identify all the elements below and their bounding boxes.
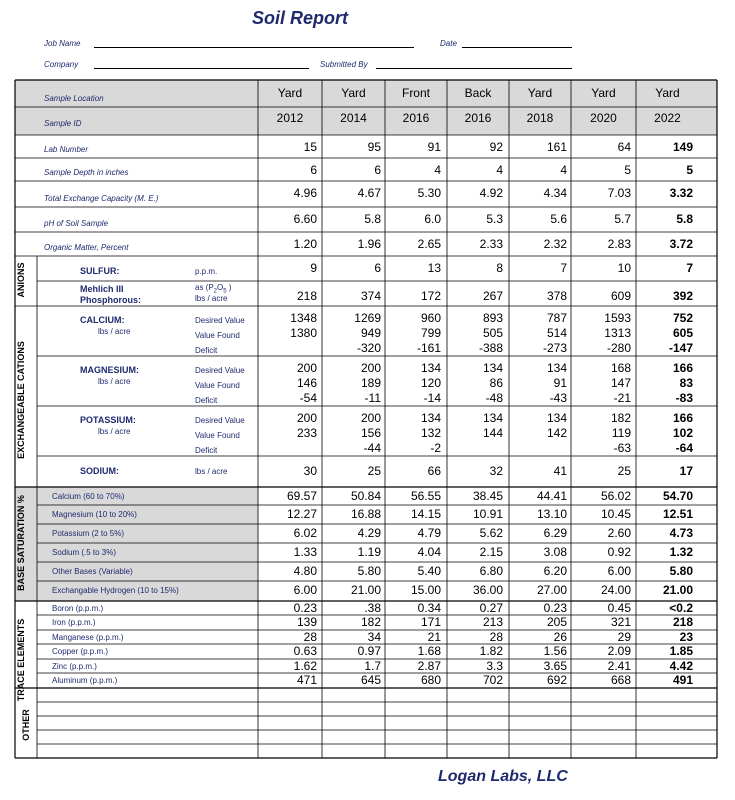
trace-value: 0.45	[607, 601, 631, 615]
base-sat-value: 6.02	[293, 526, 317, 540]
base-sat-value: 2.15	[479, 545, 503, 559]
general-value: 4.96	[293, 186, 317, 200]
base-sat-row-label: Exchangable Hydrogen (10 to 15%)	[52, 586, 179, 595]
phos-unit-part: 2	[213, 288, 218, 295]
sample-id: 2020	[590, 111, 617, 125]
phos-unit-part: )	[226, 283, 232, 292]
nutrient-desired-value: 1593	[604, 311, 631, 325]
nutrient-found-label: Value Found	[195, 431, 240, 440]
nutrient-deficit-label: Deficit	[195, 396, 218, 405]
trace-value: 3.65	[543, 659, 567, 673]
nutrient-unit: lbs / acre	[98, 427, 131, 436]
nutrient-deficit-value: -280	[606, 341, 631, 355]
nutrient-desired-value: 166	[672, 361, 693, 375]
base-sat-value: 10.91	[472, 507, 503, 521]
trace-value: 1.68	[417, 644, 441, 658]
base-sat-value: 2.60	[607, 526, 631, 540]
sodium-value: 25	[367, 464, 381, 478]
phos-value: 374	[360, 289, 381, 303]
general-value: 64	[617, 140, 631, 154]
phos-value: 218	[296, 289, 317, 303]
base-sat-value: 6.80	[479, 564, 503, 578]
trace-row-label: Boron (p.p.m.)	[52, 604, 104, 613]
base-sat-value: 50.84	[350, 489, 381, 503]
base-sat-value: 0.92	[607, 545, 631, 559]
trace-value: <0.2	[669, 601, 693, 615]
sample-id: 2018	[526, 111, 554, 125]
sample-id: 2012	[276, 111, 304, 125]
sodium-label: SODIUM:	[80, 466, 119, 476]
trace-value: 1.56	[543, 644, 567, 658]
trace-value: 28	[303, 630, 317, 644]
nutrient-deficit-value: -48	[485, 391, 503, 405]
nutrient-desired-value: 168	[610, 361, 631, 375]
general-value: 5.8	[364, 212, 381, 226]
general-value: 4	[434, 163, 441, 177]
nutrient-found-value: 119	[611, 426, 631, 440]
nutrient-deficit-value: -54	[299, 391, 317, 405]
general-value: 6	[310, 163, 317, 177]
sodium-value: 30	[303, 464, 317, 478]
nutrient-desired-value: 166	[672, 411, 693, 425]
sample-row-label: Sample ID	[44, 119, 82, 128]
nutrient-found-value: 189	[360, 376, 381, 390]
base-sat-value: 4.79	[417, 526, 441, 540]
nutrient-found-label: Value Found	[195, 331, 240, 340]
trace-value: 2.41	[607, 659, 631, 673]
nutrient-found-value: 799	[420, 326, 441, 340]
sulfur-value: 8	[496, 261, 503, 275]
sodium-unit: lbs / acre	[195, 467, 228, 476]
general-value: 7.03	[607, 186, 631, 200]
sulfur-value: 10	[617, 261, 631, 275]
base-sat-value: 6.29	[543, 526, 567, 540]
general-value: 6	[374, 163, 381, 177]
general-value: 4.92	[479, 186, 503, 200]
base-sat-row-label: Potassium (2 to 5%)	[52, 529, 125, 538]
general-value: 1.20	[293, 237, 317, 251]
nutrient-found-value: 147	[610, 376, 631, 390]
sample-id: 2014	[340, 111, 367, 125]
nutrient-unit: lbs / acre	[98, 327, 131, 336]
nutrient-desired-value: 1348	[290, 311, 317, 325]
nutrient-desired-value: 134	[546, 361, 567, 375]
trace-value: 0.23	[543, 601, 567, 615]
general-value: 149	[672, 140, 693, 154]
nutrient-desired-value: 960	[420, 311, 441, 325]
nutrient-found-value: 132	[420, 426, 441, 440]
base-sat-value: 5.80	[357, 564, 381, 578]
trace-value: 1.82	[479, 644, 503, 658]
base-sat-value: 1.19	[357, 545, 381, 559]
phos-label-2: Phosphorous:	[80, 295, 141, 305]
nutrient-deficit-value: -388	[478, 341, 503, 355]
sulfur-value: 7	[560, 261, 567, 275]
trace-value: 0.97	[357, 644, 381, 658]
sample-id: 2016	[402, 111, 430, 125]
trace-section-label: TRACE ELEMENTS	[16, 618, 26, 702]
trace-value: 218	[672, 615, 693, 629]
trace-row-label: Manganese (p.p.m.)	[52, 633, 124, 642]
sodium-value: 17	[679, 464, 693, 478]
base-sat-value: 6.20	[543, 564, 567, 578]
sample-row-label: Sample Location	[44, 94, 104, 103]
nutrient-found-value: 233	[296, 426, 317, 440]
trace-value: 1.7	[364, 659, 381, 673]
general-row-label: Total Exchange Capacity (M. E.)	[44, 194, 159, 203]
base-sat-value: 12.51	[662, 507, 693, 521]
nutrient-deficit-value: -11	[364, 391, 381, 405]
general-value: 15	[303, 140, 317, 154]
nutrient-found-value: 1313	[604, 326, 631, 340]
sulfur-unit: p.p.m.	[195, 267, 218, 276]
nutrient-desired-value: 752	[672, 311, 693, 325]
general-value: 5.6	[550, 212, 567, 226]
trace-value: 491	[672, 673, 693, 687]
base-sat-value: 13.10	[536, 507, 567, 521]
sample-location: Yard	[341, 86, 366, 100]
general-value: 6.60	[293, 212, 317, 226]
trace-value: 28	[489, 630, 503, 644]
nutrient-name: CALCIUM:	[80, 315, 125, 325]
date-label: Date	[440, 39, 457, 48]
general-value: 5.3	[486, 212, 503, 226]
nutrient-desired-value: 134	[482, 411, 503, 425]
phos-unit-formula	[195, 283, 231, 295]
nutrient-found-value: 91	[553, 376, 567, 390]
base-sat-row-label: Calcium (60 to 70%)	[52, 492, 125, 501]
trace-value: 34	[367, 630, 381, 644]
nutrient-desired-value: 1269	[354, 311, 381, 325]
trace-value: 0.27	[479, 601, 503, 615]
nutrient-found-value: 146	[296, 376, 317, 390]
nutrient-name: MAGNESIUM:	[80, 365, 139, 375]
nutrient-found-value: 156	[360, 426, 381, 440]
trace-row-label: Copper (p.p.m.)	[52, 647, 109, 656]
nutrient-unit: lbs / acre	[98, 377, 131, 386]
general-row-label: Sample Depth in inches	[44, 168, 129, 177]
nutrient-found-value: 605	[672, 326, 693, 340]
phos-value: 378	[546, 289, 567, 303]
trace-value: 0.34	[417, 601, 441, 615]
sample-location: Yard	[277, 86, 303, 100]
nutrient-deficit-label: Deficit	[195, 346, 218, 355]
nutrient-deficit-value: -147	[668, 341, 693, 355]
nutrient-deficit-label: Deficit	[195, 446, 218, 455]
trace-value: 139	[296, 615, 317, 629]
base-sat-value: 4.04	[417, 545, 441, 559]
phos-label-1: Mehlich III	[80, 284, 124, 294]
general-value: 92	[489, 140, 503, 154]
general-value: 2.65	[417, 237, 441, 251]
general-value: 5	[686, 163, 693, 177]
base-sat-value: 4.29	[357, 526, 381, 540]
nutrient-desired-label: Desired Value	[195, 366, 245, 375]
nutrient-desired-value: 200	[360, 361, 381, 375]
nutrient-desired-value: 200	[296, 361, 317, 375]
base-sat-value: 4.80	[293, 564, 317, 578]
base-sat-value: 10.45	[600, 507, 631, 521]
trace-value: 2.09	[607, 644, 631, 658]
general-row-label: Organic Matter, Percent	[44, 243, 129, 252]
base-sat-value: 27.00	[536, 583, 567, 597]
nutrient-deficit-value: -63	[613, 441, 631, 455]
job-name-label: Job Name	[44, 39, 81, 48]
trace-row-label: Iron (p.p.m.)	[52, 618, 96, 627]
general-value: 5	[624, 163, 631, 177]
sulfur-value: 9	[310, 261, 317, 275]
phos-unit-2: lbs / acre	[195, 294, 228, 303]
base-sat-value: 56.02	[600, 489, 631, 503]
sodium-value: 66	[427, 464, 441, 478]
base-sat-value: 21.00	[350, 583, 381, 597]
phos-unit-part: 5	[223, 288, 227, 295]
general-value: 4	[560, 163, 567, 177]
general-value: 5.30	[417, 186, 441, 200]
base-sat-value: 38.45	[472, 489, 503, 503]
trace-value: .38	[364, 601, 381, 615]
trace-value: 3.3	[486, 659, 503, 673]
nutrient-desired-value: 134	[420, 361, 441, 375]
nutrient-desired-value: 134	[482, 361, 503, 375]
nutrient-found-value: 1380	[290, 326, 317, 340]
trace-value: 680	[420, 673, 441, 687]
general-value: 161	[546, 140, 567, 154]
base-sat-value: 5.80	[669, 564, 693, 578]
base-sat-value: 1.32	[669, 545, 693, 559]
general-value: 91	[427, 140, 441, 154]
base-sat-row-label: Sodium (.5 to 3%)	[52, 548, 117, 557]
general-value: 4.67	[357, 186, 381, 200]
nutrient-found-value: 949	[360, 326, 381, 340]
base-sat-value: 5.40	[417, 564, 441, 578]
nutrient-desired-value: 893	[482, 311, 503, 325]
general-row-label: pH of Soil Sample	[44, 219, 109, 228]
nutrient-found-value: 102	[672, 426, 693, 440]
nutrient-desired-value: 182	[610, 411, 631, 425]
base-sat-value: 21.00	[662, 583, 693, 597]
general-value: 4	[496, 163, 503, 177]
nutrient-deficit-value: -21	[613, 391, 631, 405]
trace-row-label: Aluminum (p.p.m.)	[52, 676, 118, 685]
base-sat-value: 36.00	[472, 583, 503, 597]
phos-value: 172	[420, 289, 441, 303]
trace-value: 26	[553, 630, 567, 644]
nutrient-deficit-value: -273	[542, 341, 567, 355]
nutrient-found-value: 120	[420, 376, 441, 390]
nutrient-deficit-value: -44	[363, 441, 381, 455]
sample-id: 2022	[654, 111, 681, 125]
phos-value: 609	[610, 289, 631, 303]
nutrient-deficit-value: -2	[430, 441, 441, 455]
base-sat-row-label: Other Bases (Variable)	[52, 567, 133, 576]
sulfur-value: 6	[374, 261, 381, 275]
sodium-value: 41	[553, 464, 567, 478]
base-sat-value: 6.00	[293, 583, 317, 597]
base-sat-value: 24.00	[600, 583, 631, 597]
trace-value: 21	[427, 630, 441, 644]
phos-unit-part: O	[217, 283, 224, 292]
base-sat-section-label: BASE SATURATION %	[16, 495, 26, 591]
nutrient-deficit-value: -64	[675, 441, 693, 455]
submitted-by-label: Submitted By	[320, 60, 368, 69]
nutrient-deficit-value: -320	[356, 341, 381, 355]
sample-location: Yard	[655, 86, 680, 100]
other-section-label: OTHER	[21, 709, 31, 741]
trace-value: 2.87	[417, 659, 441, 673]
trace-value: 23	[679, 630, 693, 644]
nutrient-deficit-value: -83	[675, 391, 693, 405]
general-value: 2.83	[607, 237, 631, 251]
base-sat-value: 15.00	[410, 583, 441, 597]
trace-value: 668	[610, 673, 631, 687]
nutrient-desired-value: 200	[360, 411, 381, 425]
nutrient-name: POTASSIUM:	[80, 415, 136, 425]
sodium-value: 32	[489, 464, 503, 478]
nutrient-found-value: 514	[546, 326, 567, 340]
trace-value: 321	[610, 615, 631, 629]
base-sat-value: 5.62	[479, 526, 503, 540]
base-saturation-shade	[15, 487, 258, 601]
nutrient-desired-value: 200	[296, 411, 317, 425]
nutrient-desired-label: Desired Value	[195, 316, 245, 325]
anions-section-label: ANIONS	[16, 262, 26, 298]
phos-unit-part: as (P	[195, 283, 214, 292]
general-value: 3.32	[669, 186, 693, 200]
general-value: 6.0	[424, 212, 441, 226]
base-sat-value: 4.73	[669, 526, 693, 540]
general-value: 2.32	[543, 237, 567, 251]
sulfur-label: SULFUR:	[80, 266, 120, 276]
nutrient-desired-value: 787	[546, 311, 567, 325]
base-sat-value: 54.70	[662, 489, 693, 503]
nutrient-desired-value: 134	[420, 411, 441, 425]
sample-location: Yard	[591, 86, 616, 100]
base-sat-row-label: Magnesium (10 to 20%)	[52, 510, 137, 519]
general-value: 3.72	[669, 237, 693, 251]
general-value: 1.96	[357, 237, 381, 251]
nutrient-found-value: 144	[482, 426, 503, 440]
general-value: 4.34	[543, 186, 567, 200]
nutrient-found-label: Value Found	[195, 381, 240, 390]
trace-value: 1.85	[669, 644, 693, 658]
sample-location: Yard	[527, 86, 553, 100]
nutrient-desired-label: Desired Value	[195, 416, 245, 425]
general-value: 95	[367, 140, 381, 154]
nutrient-found-value: 83	[679, 376, 693, 390]
trace-value: 205	[546, 615, 567, 629]
general-value: 5.8	[676, 212, 693, 226]
trace-value: 471	[296, 673, 317, 687]
trace-value: 692	[546, 673, 567, 687]
nutrient-found-value: 505	[482, 326, 503, 340]
base-sat-value: 16.88	[350, 507, 381, 521]
trace-value: 0.23	[293, 601, 317, 615]
trace-value: 213	[482, 615, 503, 629]
report-title: Soil Report	[251, 8, 348, 28]
general-value: 2.33	[479, 237, 503, 251]
nutrient-deficit-value: -14	[423, 391, 441, 405]
phos-value: 392	[672, 289, 693, 303]
trace-value: 645	[360, 673, 381, 687]
base-sat-value: 12.27	[286, 507, 317, 521]
sample-location: Back	[464, 86, 492, 100]
base-sat-value: 14.15	[410, 507, 441, 521]
trace-value: 29	[617, 630, 631, 644]
trace-value: 1.62	[293, 659, 317, 673]
trace-value: 4.42	[669, 659, 693, 673]
nutrient-found-value: 142	[546, 426, 567, 440]
base-sat-value: 6.00	[607, 564, 631, 578]
trace-value: 702	[482, 673, 503, 687]
nutrient-found-value: 86	[489, 376, 503, 390]
sulfur-value: 7	[686, 261, 693, 275]
sample-location: Front	[401, 86, 430, 100]
trace-value: 182	[360, 615, 381, 629]
nutrient-deficit-value: -161	[416, 341, 441, 355]
trace-value: 171	[420, 615, 441, 629]
cations-section-label: EXCHANGEABLE CATIONS	[16, 341, 26, 459]
base-sat-value: 44.41	[536, 489, 567, 503]
sample-id: 2016	[464, 111, 492, 125]
trace-row-label: Zinc (p.p.m.)	[52, 662, 97, 671]
base-sat-value: 3.08	[543, 545, 567, 559]
base-sat-value: 1.33	[293, 545, 317, 559]
sulfur-value: 13	[427, 261, 441, 275]
general-row-label: Lab Number	[44, 145, 89, 154]
company-label: Company	[44, 60, 79, 69]
base-sat-value: 69.57	[286, 489, 317, 503]
base-sat-value: 56.55	[410, 489, 441, 503]
sodium-value: 25	[617, 464, 631, 478]
trace-value: 0.63	[293, 644, 317, 658]
nutrient-desired-value: 134	[546, 411, 567, 425]
lab-name: Logan Labs, LLC	[438, 768, 568, 785]
phos-value: 267	[482, 289, 503, 303]
nutrient-deficit-value: -43	[549, 391, 567, 405]
general-value: 5.7	[614, 212, 631, 226]
